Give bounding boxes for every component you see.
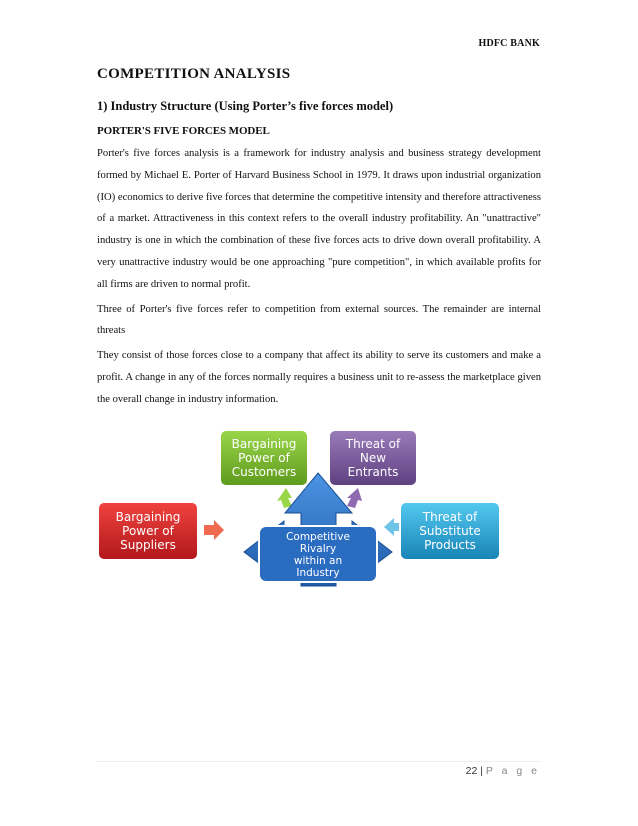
page-number: 22: [465, 765, 478, 777]
footer-divider: [97, 761, 541, 762]
force-entrants: [329, 430, 417, 486]
footer-separator: |: [480, 765, 483, 777]
force-substitutes: [400, 502, 500, 560]
section-title: COMPETITION ANALYSIS: [97, 66, 291, 82]
customers-line-1: Bargaining: [231, 437, 297, 451]
entrants-line-3: Entrants: [347, 465, 399, 479]
subsection-title: 1) Industry Structure (Using Porter’s five forces model): [97, 99, 394, 113]
entrants-line-1: Threat of: [345, 437, 401, 451]
five-forces-diagram: [96, 428, 540, 588]
suppliers-line-2: Power of: [122, 524, 174, 538]
center-line-1: Competitive: [286, 531, 350, 543]
center-line-2: Rivalry: [299, 543, 337, 555]
substitutes-line-1: Threat of: [422, 510, 478, 524]
force-suppliers: [98, 502, 198, 560]
paragraph-intro: Porter's five forces analysis is a framework for industry analysis and business strategy development formed by Michael E. Porter of Harvard Business School in 1979. It draws upon industrial organization (IO) economics to derive five forces that determine the competitive intensity and therefore attractiveness of a market. Attractiveness in this context refers to the overall industry profitability. An "unattractive" industry is one in which the combination of these five forces acts to drive down overall profitability. A very unattractive industry would be one approaching "pure competition", in which available profits for all firms are driven to normal profit.: [97, 148, 541, 290]
suppliers-line-1: Bargaining: [115, 510, 181, 524]
center-line-3: within an: [293, 555, 343, 567]
page-footer: [466, 765, 540, 777]
model-heading: PORTER'S FIVE FORCES MODEL: [97, 125, 270, 137]
header-company: HDFC BANK: [478, 38, 540, 49]
paragraph-external: Three of Porter's five forces refer to competition from external sources. The remainder are internal threats: [97, 303, 541, 337]
page-word: P a g e: [485, 765, 540, 777]
customers-line-3: Customers: [231, 465, 297, 479]
entrants-line-2: New: [359, 451, 387, 465]
substitutes-line-2: Substitute: [419, 524, 481, 538]
page-content: [97, 66, 541, 411]
substitutes-line-3: Products: [424, 538, 476, 552]
customers-line-2: Power of: [238, 451, 290, 465]
force-customers: [220, 430, 308, 486]
center-line-4: Industry: [296, 567, 340, 579]
suppliers-line-3: Suppliers: [120, 538, 176, 552]
paragraph-internal: They consist of those forces close to a company that affect its ability to serve its customers and make a profit. A change in any of the forces normally requires a business unit to re-assess the marketplace given the overall change in industry information.: [97, 350, 541, 405]
